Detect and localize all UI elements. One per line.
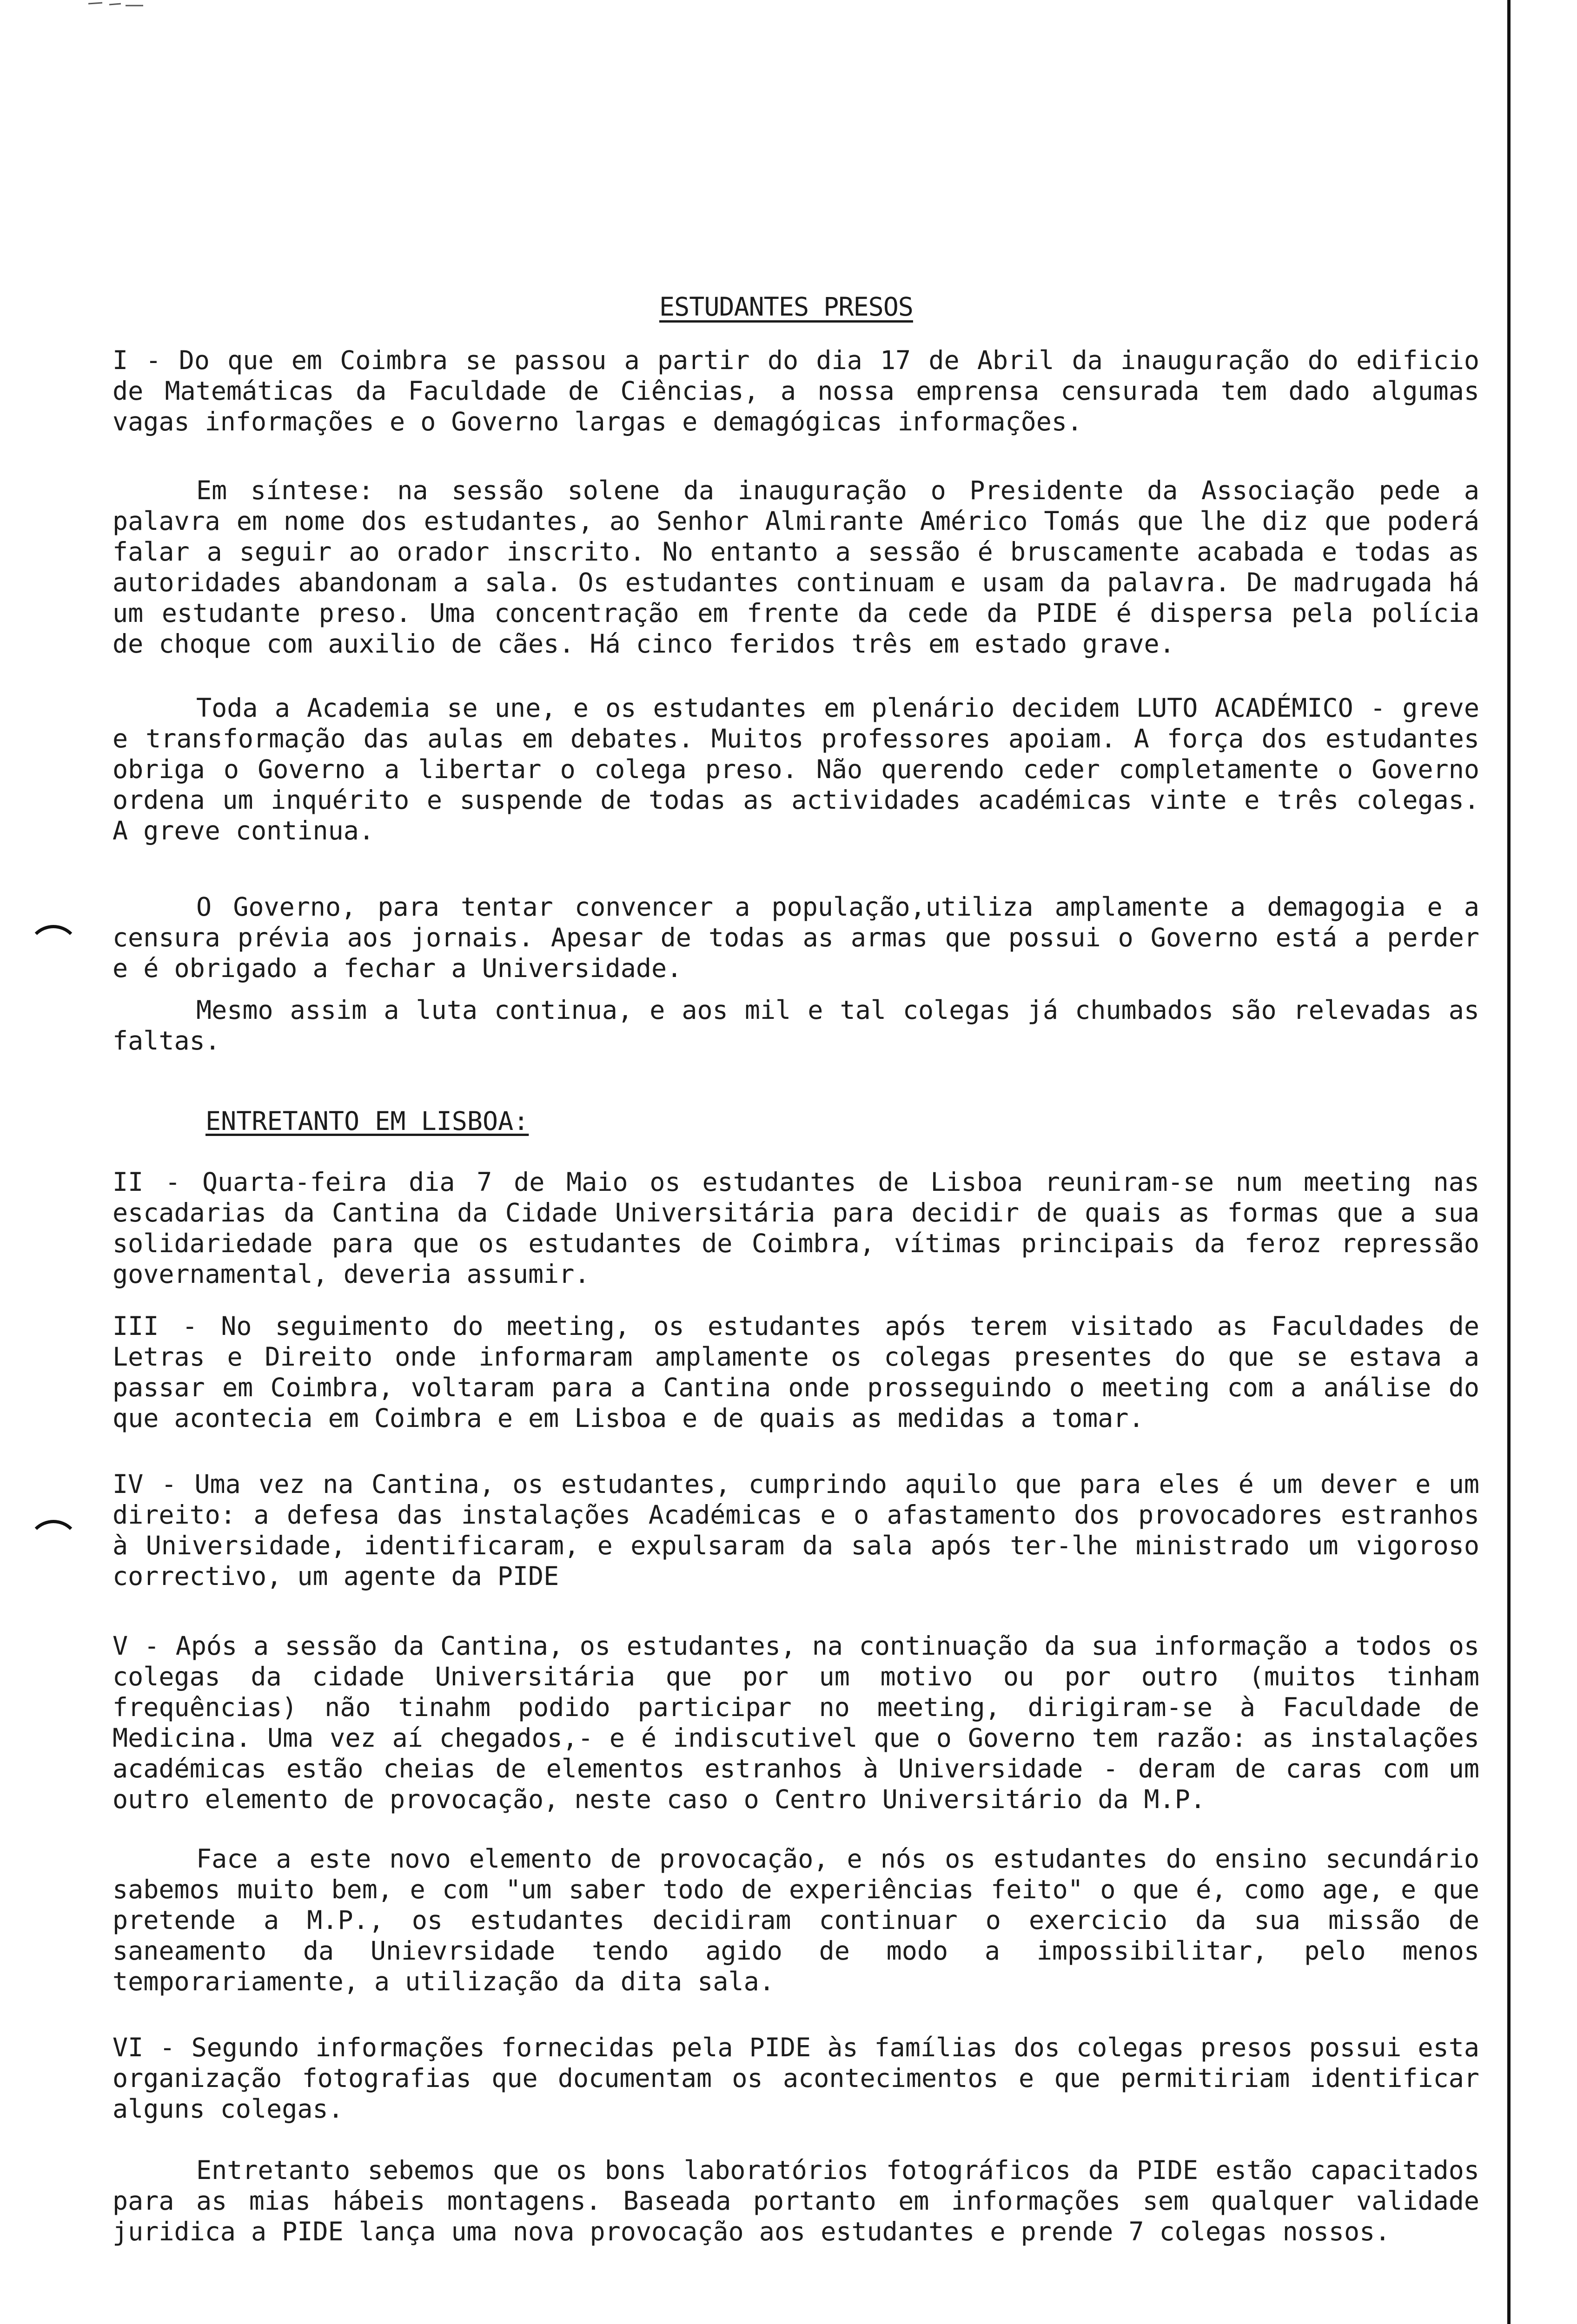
paragraph-11: VI - Segundo informações fornecidas pela PIDE às famílias dos colegas presos possui esta organização fotografias que documentam os acontecimentos e que permitiriam identificar alguns colegas. [113, 2033, 1495, 2124]
paragraph-8: IV - Uma vez na Cantina, os estudantes, cumprindo aquilo que para eles é um dever e um direito: a defesa das instalações Académicas e o afastamento dos provocadores estranhos à Universidade, identificaram, e expulsaram da sala após ter-lhe ministrado um vigoroso correctivo, um agente da PIDE [113, 1469, 1495, 1591]
paragraph-5: Mesmo assim a luta continua, e aos mil e tal colegas já chumbados são relevadas as faltas. [113, 995, 1495, 1056]
paragraph-12: Entretanto sebemos que os bons laboratórios fotográficos da PIDE estão capacitados para as mias hábeis montagens. Baseada portanto em informações sem qualquer validade juridica a PIDE lança uma nova provocação aos estudantes e prende 7 colegas nossos. [113, 2155, 1495, 2246]
scan-artifact-mark [88, 0, 144, 7]
punch-hole-mark-bottom [27, 1520, 80, 1573]
paragraph-2: Em síntese: na sessão solene da inauguração o Presidente da Associação pede a palavra em nome dos estudantes, ao Senhor Almirante Américo Tomás que lhe diz que poderá falar a seguir ao orador inscrito. No entanto a sessão é bruscamente acabada e todas as autoridades abandonam a sala. Os estudantes continuam e usam da palavra. De madrugada há um estudante preso. Uma concentração em frente da cede da PIDE é dispersa pela polícia de choque com auxilio de cães. Há cinco feridos três em estado grave. [113, 475, 1495, 659]
paragraph-6: II - Quarta-feira dia 7 de Maio os estudantes de Lisboa reuniram-se num meeting nas escadarias da Cantina da Cidade Universitária para decidir de quais as formas que a sua solidariedade para que os estudantes de Coimbra, vítimas principais da feroz repressão governamental, deveria assumir. [113, 1167, 1495, 1289]
right-margin-rule [1507, 0, 1511, 2324]
section-heading-lisboa: ENTRETANTO EM LISBOA: [205, 1106, 529, 1136]
paragraph-1: I - Do que em Coimbra se passou a partir do dia 17 de Abril da inauguração do edificio de Matemáticas da Faculdade de Ciências, a nossa emprensa censurada tem dado algumas vagas informações e o Governo largas e demagógicas informações. [113, 345, 1495, 436]
paragraph-4: O Governo, para tentar convencer a população,utiliza amplamente a demagogia e a censura prévia aos jornais. Apesar de todas as armas que possui o Governo está a perder e é obrigado a fechar a Universidade. [113, 892, 1495, 983]
paragraph-10: Face a este novo elemento de provocação, e nós os estudantes do ensino secundário sabemos muito bem, e com "um saber todo de experiências feito" o que é, como age, e que pretende a M.P., os estudantes decidiram continuar o exercicio da sua missão de saneamento da Unievrsidade tendo agido de modo a impossibilitar, pelo menos temporariamente, a utilização da dita sala. [113, 1844, 1495, 1996]
paragraph-7: III - No seguimento do meeting, os estudantes após terem visitado as Faculdades de Letras e Direito onde informaram amplamente os colegas presentes do que se estava a passar em Coimbra, voltaram para a Cantina onde prosseguindo o meeting com a análise do que acontecia em Coimbra e em Lisboa e de quais as medidas a tomar. [113, 1311, 1495, 1433]
paragraph-9: V - Após a sessão da Cantina, os estudantes, na continuação da sua informação a todos os colegas da cidade Universitária que por um motivo ou por outro (muitos tinham frequências) não tinahm podido participar no meeting, dirigiram-se à Faculdade de Medicina. Uma vez aí chegados,- e é indiscutivel que o Governo tem razão: as instalações académicas estão cheias de elementos estranhos à Universidade - deram de caras com um outro elemento de provocação, neste caso o Centro Universitário da M.P. [113, 1631, 1495, 1814]
paragraph-3: Toda a Academia se une, e os estudantes em plenário decidem LUTO ACADÉMICO - greve e transformação das aulas em debates. Muitos professores apoiam. A força dos estudantes obriga o Governo a libertar o colega preso. Não querendo ceder completamente o Governo ordena um inquérito e suspende de todas as actividades académicas vinte e três colegas. A greve continua. [113, 693, 1495, 845]
document-title: ESTUDANTES PRESOS [659, 292, 913, 322]
punch-hole-mark-top [27, 925, 80, 978]
